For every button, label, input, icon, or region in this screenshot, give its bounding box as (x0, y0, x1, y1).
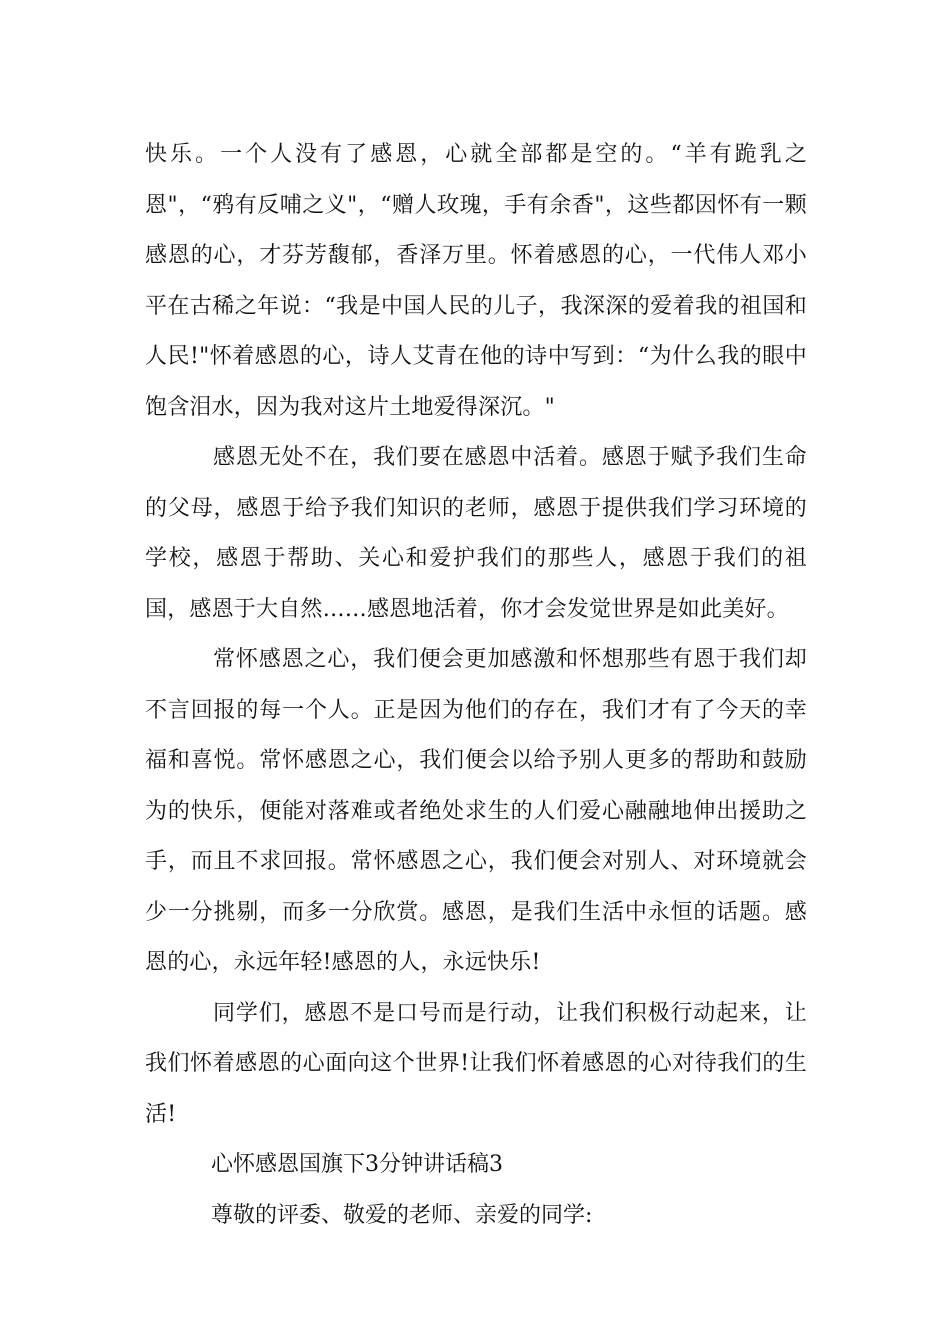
salutation: 尊敬的评委、敬爱的老师、亲爱的同学: (211, 1202, 593, 1228)
paragraph-continued: 快乐。一个人没有了感恩，心就全部都是空的。“羊有跪乳之恩"，“鸦有反哺之义"，“赠人玫瑰，手有余香"，这些都因怀有一颗感恩的心，才芬芳馥郁，香泽万里。怀着感恩的心，一代伟人邓小平在古稀之年说：“我是中国人民的儿子，我深深的爱着我的祖国和人民!"怀着感恩的心，诗人艾青在他的诗中写到：“为什么我的眼中饱含泪水，因为我对这片土地爱得深沉。" (145, 142, 807, 420)
section-title: 心怀感恩国旗下3分钟讲话稿3 (211, 1152, 503, 1177)
paragraph-grateful-heart: 常怀感恩之心，我们便会更加感激和怀想那些有恩于我们却不言回报的每一个人。正是因为他们的存在，我们才有了今天的幸福和喜悦。常怀感恩之心，我们便会以给予别人更多的帮助和鼓励为的快乐，便能对落难或者绝处求生的人们爱心融融地伸出援助之手，而且不求回报。常怀感恩之心，我们便会对别人、对环境就会少一分挑剔，而多一分欣赏。感恩，是我们生活中永恒的话题。感恩的心，永远年轻!感恩的人，永远快乐! (145, 647, 807, 975)
paragraph-call-to-action: 同学们，感恩不是口号而是行动，让我们积极行动起来，让我们怀着感恩的心面向这个世界!让我们怀着感恩的心对待我们的生活! (145, 1000, 807, 1127)
paragraph-gratitude-everywhere: 感恩无处不在，我们要在感恩中活着。感恩于赋予我们生命的父母，感恩于给予我们知识的老师，感恩于提供我们学习环境的学校，感恩于帮助、关心和爱护我们的那些人，感恩于我们的祖国，感恩于大自然……感恩地活着，你才会发觉世界是如此美好。 (145, 445, 807, 622)
document-page (145, 130, 807, 1241)
